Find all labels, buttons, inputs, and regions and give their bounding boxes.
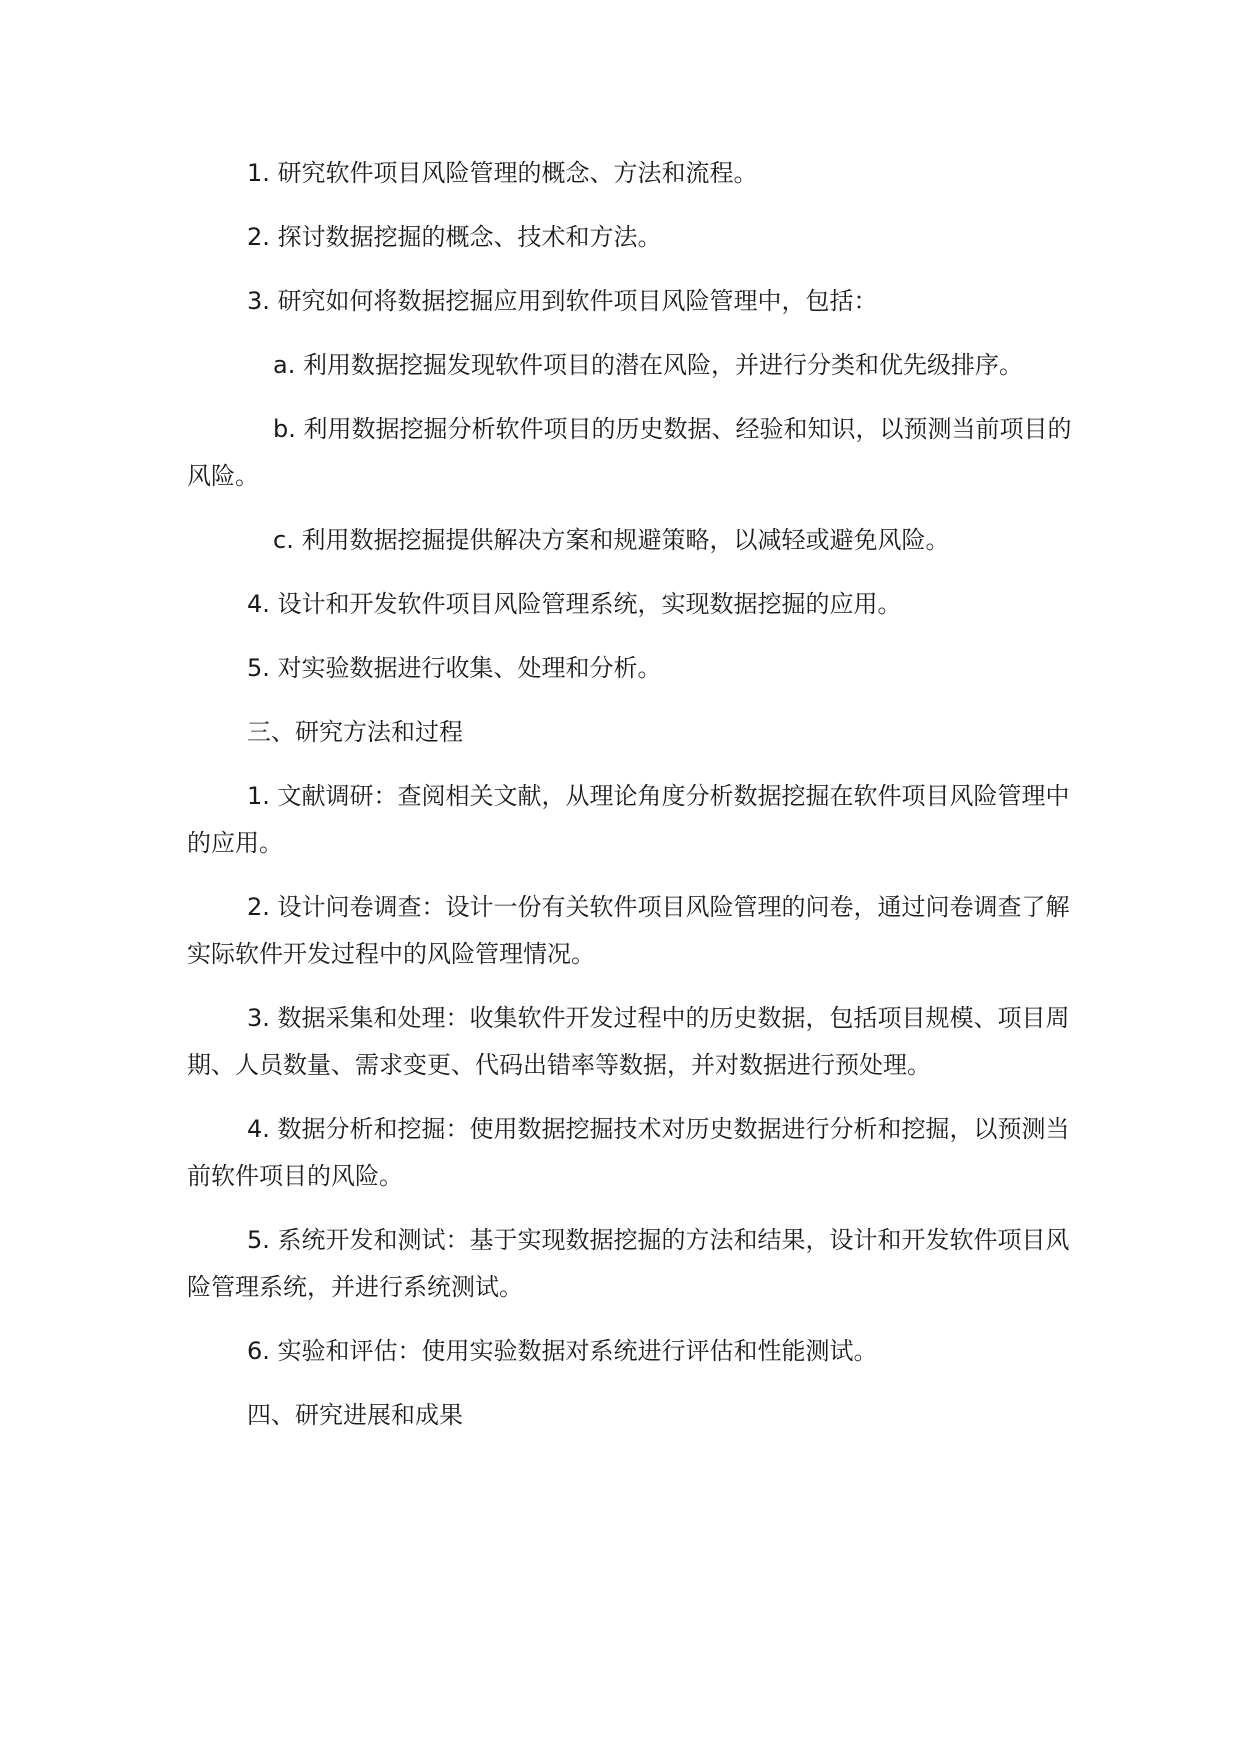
list-item-method-1: 1. 文献调研：查阅相关文献，从理论角度分析数据挖掘在软件项目风险管理中的应用。	[187, 782, 1070, 857]
list-item-method-6: 6. 实验和评估：使用实验数据对系统进行评估和性能测试。	[247, 1337, 878, 1365]
list-item-objective-5: 5. 对实验数据进行收集、处理和分析。	[247, 654, 662, 682]
list-item-method-3: 3. 数据采集和处理：收集软件开发过程中的历史数据，包括项目规模、项目周期、人员数量、需求变更、代码出错率等数据，并对数据进行预处理。	[187, 1004, 1070, 1079]
list-item-method-4: 4. 数据分析和挖掘：使用数据挖掘技术对历史数据进行分析和挖掘，以预测当前软件项目的风险。	[187, 1115, 1070, 1190]
document-body	[187, 150, 1087, 1439]
sub-item-objective-3c: c. 利用数据挖掘提供解决方案和规避策略，以减轻或避免风险。	[273, 526, 950, 554]
sub-item-objective-3b: b. 利用数据挖掘分析软件项目的历史数据、经验和知识，以预测当前项目的风险。	[187, 415, 1072, 490]
list-item-method-2: 2. 设计问卷调查：设计一份有关软件项目风险管理的问卷，通过问卷调查了解实际软件开发过程中的风险管理情况。	[187, 893, 1070, 968]
list-item-objective-2: 2. 探讨数据挖掘的概念、技术和方法。	[247, 223, 662, 251]
list-item-objective-3: 3. 研究如何将数据挖掘应用到软件项目风险管理中，包括：	[247, 287, 878, 315]
sub-item-objective-3a: a. 利用数据挖掘发现软件项目的潜在风险，并进行分类和优先级排序。	[273, 351, 1023, 379]
list-item-objective-4: 4. 设计和开发软件项目风险管理系统，实现数据挖掘的应用。	[247, 590, 902, 618]
section-heading-methods: 三、研究方法和过程	[247, 718, 463, 746]
section-heading-progress: 四、研究进展和成果	[247, 1401, 463, 1429]
list-item-objective-1: 1. 研究软件项目风险管理的概念、方法和流程。	[247, 159, 758, 187]
list-item-method-5: 5. 系统开发和测试：基于实现数据挖掘的方法和结果，设计和开发软件项目风险管理系统，并进行系统测试。	[187, 1226, 1070, 1301]
